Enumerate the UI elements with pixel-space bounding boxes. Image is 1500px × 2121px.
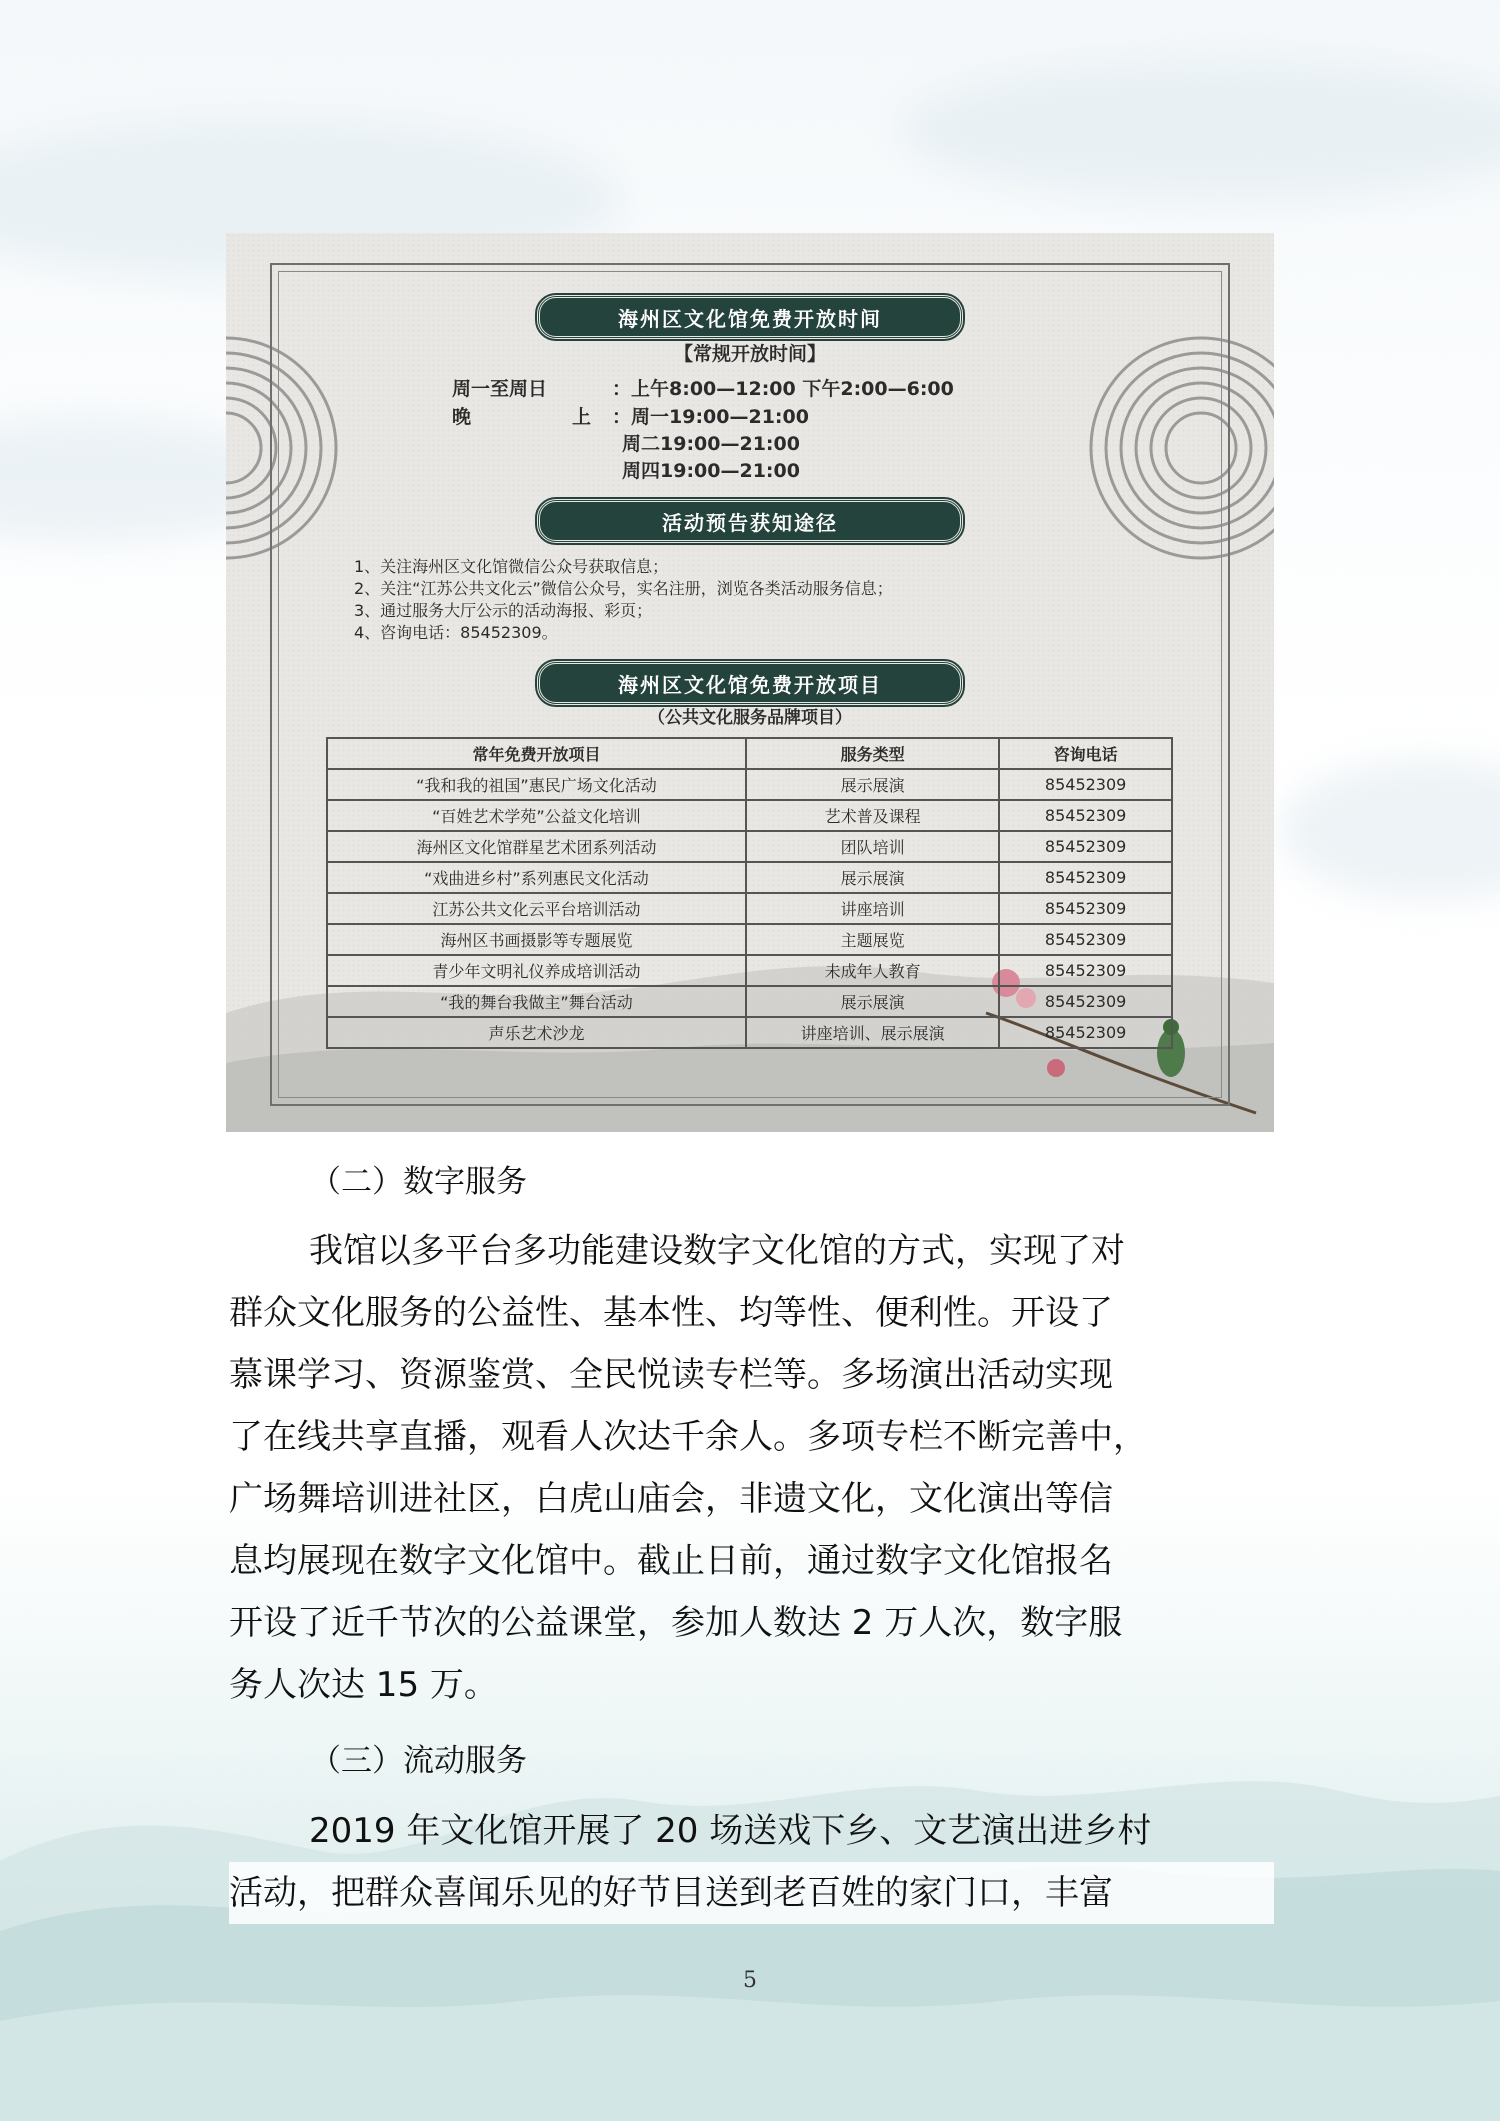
projects-table xyxy=(326,737,1173,1049)
banner-free-projects: 海州区文化馆免费开放项目 xyxy=(537,661,963,705)
background-cloud xyxy=(900,60,1500,200)
weekday-label: 周一至周日 xyxy=(452,378,548,400)
service-type: 讲座培训、展示展演 xyxy=(746,1017,999,1048)
evening-hours-1: ：周一19:00—21:00 xyxy=(612,406,809,428)
phone: 85452309 xyxy=(999,986,1172,1017)
phone: 85452309 xyxy=(999,862,1172,893)
phone: 85452309 xyxy=(999,800,1172,831)
projects-subtitle: （公共文化服务品牌项目） xyxy=(648,708,852,728)
project-name: 海州区书画摄影等专题展览 xyxy=(327,924,746,955)
poster-image xyxy=(226,233,1274,1132)
phone: 85452309 xyxy=(999,769,1172,800)
project-name: 青少年文明礼仪养成培训活动 xyxy=(327,955,746,986)
phone: 85452309 xyxy=(999,1017,1172,1048)
background-cloud xyxy=(1280,760,1500,900)
evening-label: 晚 xyxy=(452,406,472,428)
service-type: 展示展演 xyxy=(746,986,999,1017)
banner-opening-time: 海州区文化馆免费开放时间 xyxy=(537,295,963,339)
service-type: 未成年人教育 xyxy=(746,955,999,986)
phone: 85452309 xyxy=(999,924,1172,955)
project-name: “我的舞台我做主”舞台活动 xyxy=(327,986,746,1017)
phone: 85452309 xyxy=(999,955,1172,986)
table-row xyxy=(327,955,1172,986)
paragraph-line: 息均展现在数字文化馆中。截止日前，通过数字文化馆报名 xyxy=(229,1541,1113,1581)
weekday-hours: ：上午8:00—12:00 下午2:00—6:00 xyxy=(612,378,954,400)
project-name: “百姓艺术学苑”公益文化培训 xyxy=(327,800,746,831)
table-row xyxy=(327,924,1172,955)
table-row xyxy=(327,1017,1172,1048)
section-heading-mobile: （三）流动服务 xyxy=(310,1743,527,1779)
activity-list-item: 2、关注“江苏公共文化云”微信公众号，实名注册，浏览各类活动服务信息； xyxy=(354,579,893,598)
service-type: 展示展演 xyxy=(746,769,999,800)
activity-list-item: 1、关注海州区文化馆微信公众号获取信息； xyxy=(354,557,669,576)
paragraph-line: 开设了近千节次的公益课堂，参加人数达 2 万人次，数字服 xyxy=(229,1603,1123,1643)
paragraph-line: 务人次达 15 万。 xyxy=(229,1665,498,1705)
phone: 85452309 xyxy=(999,893,1172,924)
paragraph-line: 我馆以多平台多功能建设数字文化馆的方式，实现了对 xyxy=(309,1231,1125,1271)
service-type: 艺术普及课程 xyxy=(746,800,999,831)
section-paragraph-digital xyxy=(229,1220,1274,1716)
paragraph-line: 慕课学习、资源鉴赏、全民悦读专栏等。多场演出活动实现 xyxy=(229,1355,1113,1395)
project-name: 江苏公共文化云平台培训活动 xyxy=(327,893,746,924)
paragraph-line: 广场舞培训进社区，白虎山庙会，非遗文化，文化演出等信 xyxy=(229,1479,1113,1519)
table-row xyxy=(327,769,1172,800)
banner-activity-channels: 活动预告获知途径 xyxy=(537,499,963,543)
table-row xyxy=(327,862,1172,893)
paragraph-line: 活动，把群众喜闻乐见的好节目送到老百姓的家门口，丰富 xyxy=(229,1862,1274,1924)
project-name: 声乐艺术沙龙 xyxy=(327,1017,746,1048)
table-row xyxy=(327,893,1172,924)
paragraph-line: 了在线共享直播，观看人次达千余人。多项专栏不断完善中， xyxy=(229,1417,1147,1457)
activity-list-item: 4、咨询电话：85452309。 xyxy=(354,623,558,642)
table-header-cell: 常年免费开放项目 xyxy=(327,738,746,769)
evening-label-2: 上 xyxy=(572,406,592,428)
project-name: 海州区文化馆群星艺术团系列活动 xyxy=(327,831,746,862)
service-type: 展示展演 xyxy=(746,862,999,893)
paragraph-line: 2019 年文化馆开展了 20 场送戏下乡、文艺演出进乡村 xyxy=(309,1811,1152,1851)
table-header-row xyxy=(327,738,1172,769)
section-heading-digital: （二）数字服务 xyxy=(310,1164,527,1200)
project-name: “戏曲进乡村”系列惠民文化活动 xyxy=(327,862,746,893)
service-type: 讲座培训 xyxy=(746,893,999,924)
service-type: 团队培训 xyxy=(746,831,999,862)
table-row xyxy=(327,800,1172,831)
evening-hours-3: 周四19:00—21:00 xyxy=(622,460,800,482)
project-name: “我和我的祖国”惠民广场文化活动 xyxy=(327,769,746,800)
table-header-cell: 咨询电话 xyxy=(999,738,1172,769)
table-row xyxy=(327,831,1172,862)
page-number: 5 xyxy=(743,1968,757,1993)
evening-hours-2: 周二19:00—21:00 xyxy=(622,433,800,455)
service-type: 主题展览 xyxy=(746,924,999,955)
phone: 85452309 xyxy=(999,831,1172,862)
regular-hours-label: 【常规开放时间】 xyxy=(673,343,826,365)
paragraph-line: 群众文化服务的公益性、基本性、均等性、便利性。开设了 xyxy=(229,1293,1113,1333)
section-paragraph-mobile xyxy=(229,1800,1274,1924)
activity-list-item: 3、通过服务大厅公示的活动海报、彩页； xyxy=(354,601,653,620)
table-header-cell: 服务类型 xyxy=(746,738,999,769)
table-row xyxy=(327,986,1172,1017)
